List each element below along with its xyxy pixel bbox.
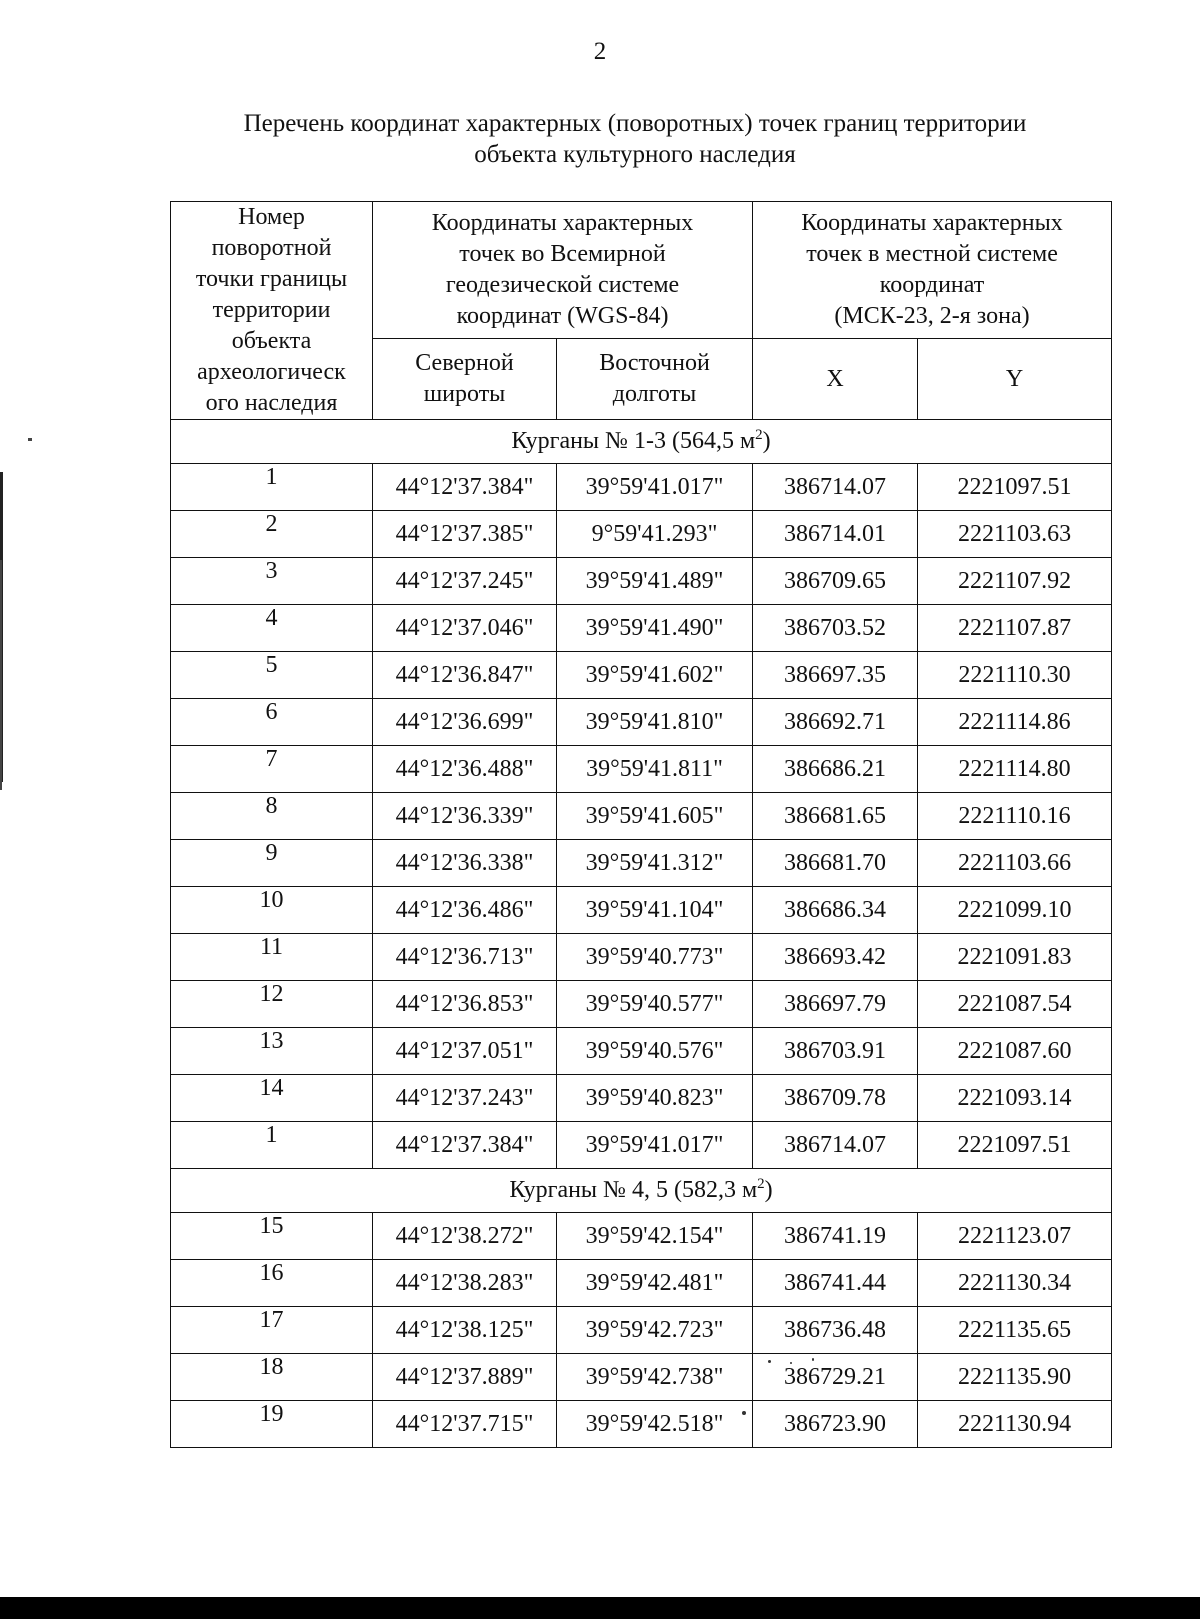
cell-point: 1 (171, 464, 373, 511)
table-row (171, 464, 1112, 511)
cell-east: 39°59'40.773" (557, 934, 753, 981)
header-msk23: Координаты характерных точек в местной системе координат (МСК-23, 2-я зона) (753, 202, 1112, 339)
table-row (171, 1122, 1112, 1169)
cell-point: 12 (171, 981, 373, 1028)
cell-point: 11 (171, 934, 373, 981)
table-row (171, 1075, 1112, 1122)
cell-east: 39°59'42.738" (557, 1354, 753, 1401)
cell-y: 2221103.66 (918, 840, 1112, 887)
cell-x: 386697.35 (753, 652, 918, 699)
cell-y: 2221097.51 (918, 1122, 1112, 1169)
cell-point: 19 (171, 1401, 373, 1448)
cell-east: 39°59'41.312" (557, 840, 753, 887)
cell-north: 44°12'36.339" (373, 793, 557, 840)
cell-y: 2221087.60 (918, 1028, 1112, 1075)
cell-east: 39°59'41.602" (557, 652, 753, 699)
cell-north: 44°12'37.385" (373, 511, 557, 558)
section-title: Курганы № 4, 5 (582,3 $м^2$) (171, 1169, 1112, 1213)
cell-point: 16 (171, 1260, 373, 1307)
cell-north: 44°12'38.272" (373, 1213, 557, 1260)
section-row (171, 420, 1112, 464)
header-north-latitude: Северной широты (373, 339, 557, 420)
cell-east: 39°59'42.154" (557, 1213, 753, 1260)
cell-north: 44°12'37.046" (373, 605, 557, 652)
cell-point: 7 (171, 746, 373, 793)
cell-east: 39°59'41.017" (557, 464, 753, 511)
cell-point: 5 (171, 652, 373, 699)
scan-speck (28, 438, 32, 441)
cell-east: 39°59'42.723" (557, 1307, 753, 1354)
document-title (170, 108, 1100, 170)
cell-east: 39°59'41.605" (557, 793, 753, 840)
cell-point: 1 (171, 1122, 373, 1169)
header-east-longitude: Восточной долготы (557, 339, 753, 420)
cell-east: 39°59'41.104" (557, 887, 753, 934)
scan-edge-mark (0, 560, 2, 790)
cell-point: 17 (171, 1307, 373, 1354)
cell-y: 2221091.83 (918, 934, 1112, 981)
cell-east: 39°59'42.481" (557, 1260, 753, 1307)
cell-north: 44°12'36.338" (373, 840, 557, 887)
title-line-1: Перечень координат характерных (поворотных) точек границ территории (243, 110, 1027, 137)
table-row (171, 1260, 1112, 1307)
cell-y: 2221087.54 (918, 981, 1112, 1028)
cell-x: 386686.21 (753, 746, 918, 793)
cell-north: 44°12'36.488" (373, 746, 557, 793)
table-row (171, 981, 1112, 1028)
section-title: Курганы № 1-3 (564,5 $м^2$) (171, 420, 1112, 464)
cell-y: 2221114.80 (918, 746, 1112, 793)
table-row (171, 793, 1112, 840)
cell-point: 10 (171, 887, 373, 934)
cell-y: 2221110.30 (918, 652, 1112, 699)
cell-east: 39°59'40.823" (557, 1075, 753, 1122)
table-row (171, 605, 1112, 652)
page-number: 2 (593, 38, 607, 65)
table-row (171, 887, 1112, 934)
cell-east: 39°59'41.810" (557, 699, 753, 746)
table-body (171, 420, 1112, 1448)
cell-y: 2221099.10 (918, 887, 1112, 934)
cell-x: 386741.19 (753, 1213, 918, 1260)
coordinates-table (170, 201, 1112, 1448)
cell-x: 386723.90 (753, 1401, 918, 1448)
table-row (171, 699, 1112, 746)
title-line-2: объекта культурного наследия (474, 141, 796, 168)
cell-point: 14 (171, 1075, 373, 1122)
cell-x: 386709.78 (753, 1075, 918, 1122)
scan-speck (812, 1358, 814, 1361)
cell-north: 44°12'36.699" (373, 699, 557, 746)
cell-x: 386692.71 (753, 699, 918, 746)
cell-north: 44°12'37.889" (373, 1354, 557, 1401)
cell-x: 386709.65 (753, 558, 918, 605)
cell-north: 44°12'36.853" (373, 981, 557, 1028)
table-row (171, 558, 1112, 605)
cell-y: 2221093.14 (918, 1075, 1112, 1122)
table-row (171, 746, 1112, 793)
cell-x: 386741.44 (753, 1260, 918, 1307)
cell-east: 39°59'42.518" (557, 1401, 753, 1448)
table-row (171, 1213, 1112, 1260)
cell-y: 2221097.51 (918, 464, 1112, 511)
table-row (171, 652, 1112, 699)
table-header (171, 202, 1112, 420)
cell-y: 2221130.34 (918, 1260, 1112, 1307)
cell-x: 386714.01 (753, 511, 918, 558)
cell-y: 2221135.90 (918, 1354, 1112, 1401)
scan-speck (768, 1360, 771, 1363)
cell-x: 386714.07 (753, 1122, 918, 1169)
cell-y: 2221130.94 (918, 1401, 1112, 1448)
cell-north: 44°12'38.125" (373, 1307, 557, 1354)
cell-point: 18 (171, 1354, 373, 1401)
cell-east: 39°59'41.489" (557, 558, 753, 605)
cell-x: 386697.79 (753, 981, 918, 1028)
table-row (171, 511, 1112, 558)
cell-north: 44°12'36.486" (373, 887, 557, 934)
table-row (171, 840, 1112, 887)
cell-y: 2221114.86 (918, 699, 1112, 746)
scan-speck (742, 1411, 746, 1415)
cell-x: 386736.48 (753, 1307, 918, 1354)
cell-y: 2221103.63 (918, 511, 1112, 558)
cell-point: 6 (171, 699, 373, 746)
header-y: Y (918, 339, 1112, 420)
cell-point: 9 (171, 840, 373, 887)
section-row (171, 1169, 1112, 1213)
cell-east: 9°59'41.293" (557, 511, 753, 558)
cell-north: 44°12'37.051" (373, 1028, 557, 1075)
cell-east: 39°59'41.017" (557, 1122, 753, 1169)
cell-y: 2221123.07 (918, 1213, 1112, 1260)
cell-north: 44°12'36.713" (373, 934, 557, 981)
cell-east: 39°59'40.576" (557, 1028, 753, 1075)
cell-x: 386693.42 (753, 934, 918, 981)
cell-point: 13 (171, 1028, 373, 1075)
cell-y: 2221135.65 (918, 1307, 1112, 1354)
cell-north: 44°12'38.283" (373, 1260, 557, 1307)
table-row (171, 1401, 1112, 1448)
table-row (171, 1354, 1112, 1401)
cell-north: 44°12'37.245" (373, 558, 557, 605)
scan-speck (790, 1362, 792, 1364)
cell-north: 44°12'36.847" (373, 652, 557, 699)
table-row (171, 1307, 1112, 1354)
header-point-number: Номер поворотной точки границы территории объекта археологическ ого наследия (171, 202, 373, 420)
cell-north: 44°12'37.715" (373, 1401, 557, 1448)
cell-north: 44°12'37.384" (373, 1122, 557, 1169)
cell-x: 386686.34 (753, 887, 918, 934)
cell-x: 386714.07 (753, 464, 918, 511)
cell-point: 2 (171, 511, 373, 558)
cell-point: 4 (171, 605, 373, 652)
cell-east: 39°59'41.490" (557, 605, 753, 652)
cell-point: 8 (171, 793, 373, 840)
header-x: X (753, 339, 918, 420)
cell-point: 15 (171, 1213, 373, 1260)
cell-y: 2221110.16 (918, 793, 1112, 840)
cell-north: 44°12'37.243" (373, 1075, 557, 1122)
cell-y: 2221107.92 (918, 558, 1112, 605)
cell-east: 39°59'40.577" (557, 981, 753, 1028)
cell-x: 386729.21 (753, 1354, 918, 1401)
cell-point: 3 (171, 558, 373, 605)
cell-x: 386703.52 (753, 605, 918, 652)
cell-x: 386681.65 (753, 793, 918, 840)
table-row (171, 934, 1112, 981)
table-row (171, 1028, 1112, 1075)
scan-bottom-edge (0, 1597, 1200, 1619)
cell-x: 386681.70 (753, 840, 918, 887)
header-wgs84: Координаты характерных точек во Всемирной геодезической системе координат (WGS-84) (373, 202, 753, 339)
cell-x: 386703.91 (753, 1028, 918, 1075)
cell-north: 44°12'37.384" (373, 464, 557, 511)
cell-east: 39°59'41.811" (557, 746, 753, 793)
cell-y: 2221107.87 (918, 605, 1112, 652)
